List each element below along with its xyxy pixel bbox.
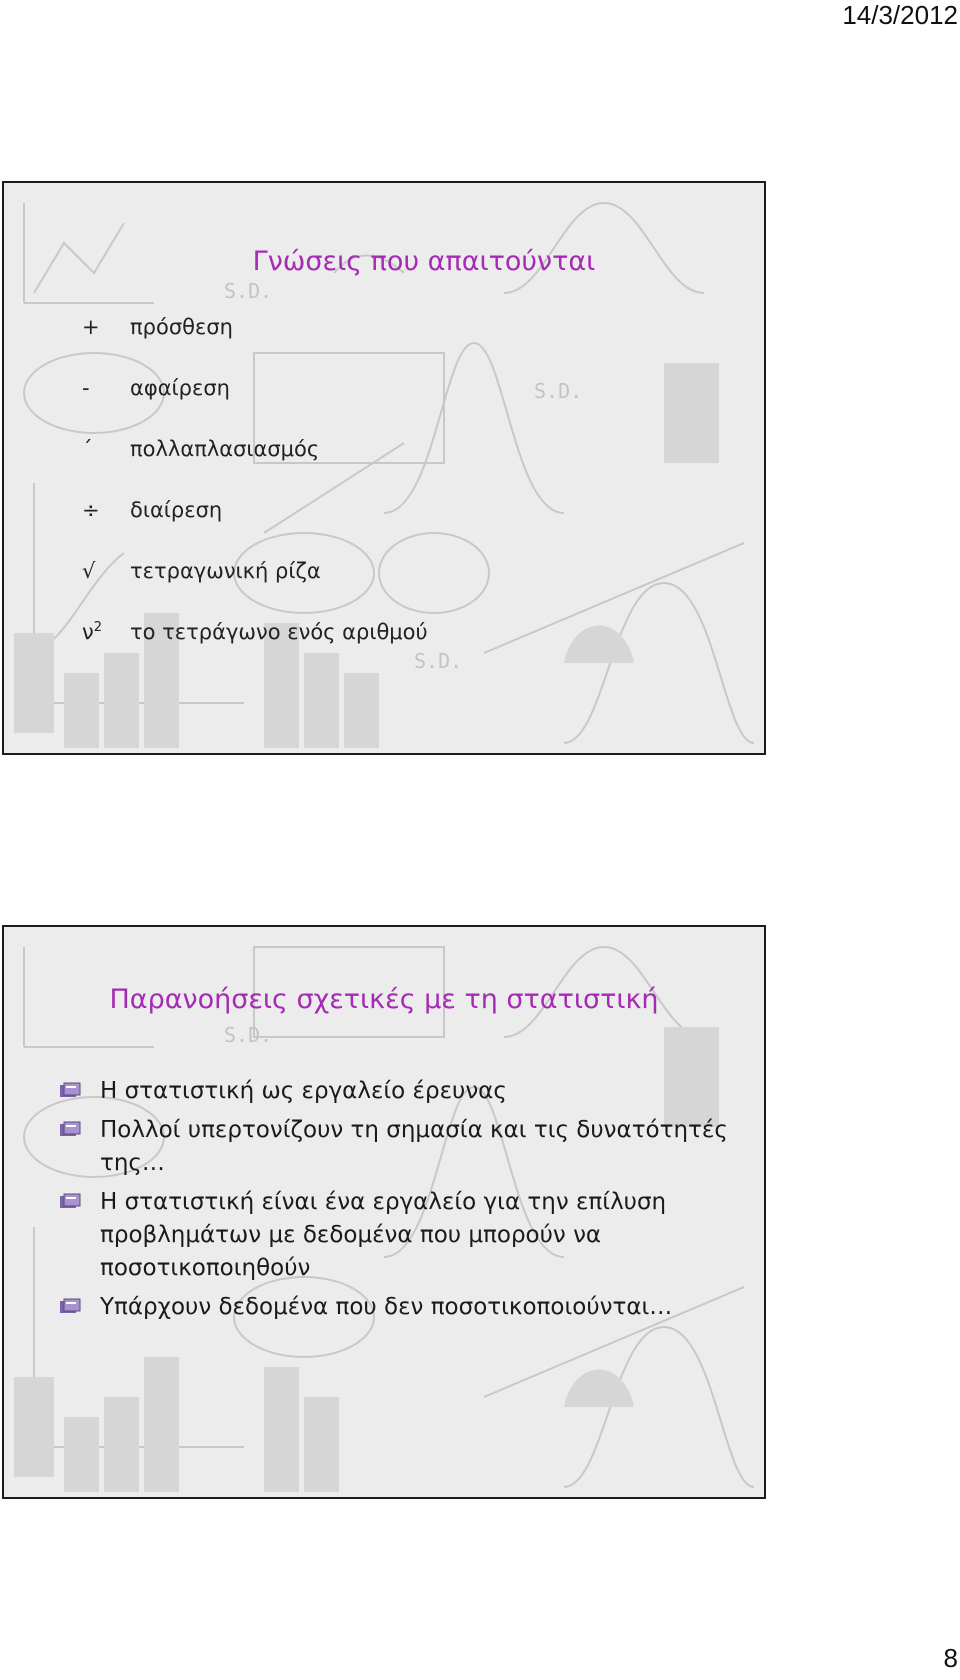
multiply-symbol: ΄ [82, 437, 93, 461]
list-item [4, 437, 764, 477]
misconceptions-list [58, 1075, 738, 1330]
svg-text:S.D.: S.D. [534, 379, 583, 403]
bullet-text: Υπάρχουν δεδομένα που δεν ποσοτικοποιούνται… [100, 1294, 673, 1320]
square-symbol: $\nu^2$ [82, 620, 103, 644]
list-item [58, 1186, 738, 1285]
slide-title: Παρανοήσεις σχετικές με τη στατιστική [109, 984, 659, 1015]
bullet-text: Πολλοί υπερτονίζουν τη σημασία και τις δυνατότητές της… [100, 1117, 728, 1176]
operation-label: το τετράγωνο ενός αριθμού [130, 620, 428, 644]
list-item [58, 1291, 738, 1324]
list-item [4, 376, 764, 416]
slide-misconceptions [2, 925, 766, 1499]
page-number: 8 [943, 1643, 958, 1673]
list-item [4, 315, 764, 355]
list-item [4, 498, 764, 538]
square-root-symbol: √ [82, 559, 96, 583]
operation-label: διαίρεση [130, 498, 223, 522]
bullet-book-icon [58, 1121, 84, 1139]
bullet-book-icon [58, 1082, 84, 1100]
operation-label: αφαίρεση [130, 376, 230, 400]
bullet-book-icon [58, 1298, 84, 1316]
header-date: 14/3/2012 [842, 0, 958, 30]
divide-symbol: ÷ [82, 498, 100, 522]
svg-text:S.D.: S.D. [224, 279, 273, 303]
operation-label: τετραγωνική ρίζα [130, 559, 321, 583]
list-item [4, 620, 764, 660]
svg-text:S.D.: S.D. [224, 1023, 273, 1047]
svg-text:S.D.: S.D. [414, 649, 463, 673]
list-item [58, 1114, 738, 1180]
slide-required-knowledge [2, 181, 766, 755]
bullet-text: Η στατιστική ως εργαλείο έρευνας [100, 1078, 507, 1104]
list-item [4, 559, 764, 599]
plus-symbol: + [82, 315, 100, 339]
bullet-text: Η στατιστική είναι ένα εργαλείο για την επίλυση προβλημάτων με δεδομένα που μπορούν να ποσοτικοποιηθούν [100, 1189, 667, 1281]
list-item [58, 1075, 738, 1108]
operation-label: πολλαπλασιασμός [130, 437, 320, 461]
operation-label: πρόσθεση [130, 315, 233, 339]
slide-title: Γνώσεις που απαιτούνται [252, 246, 596, 277]
minus-symbol: - [82, 376, 90, 400]
bullet-book-icon [58, 1193, 84, 1211]
